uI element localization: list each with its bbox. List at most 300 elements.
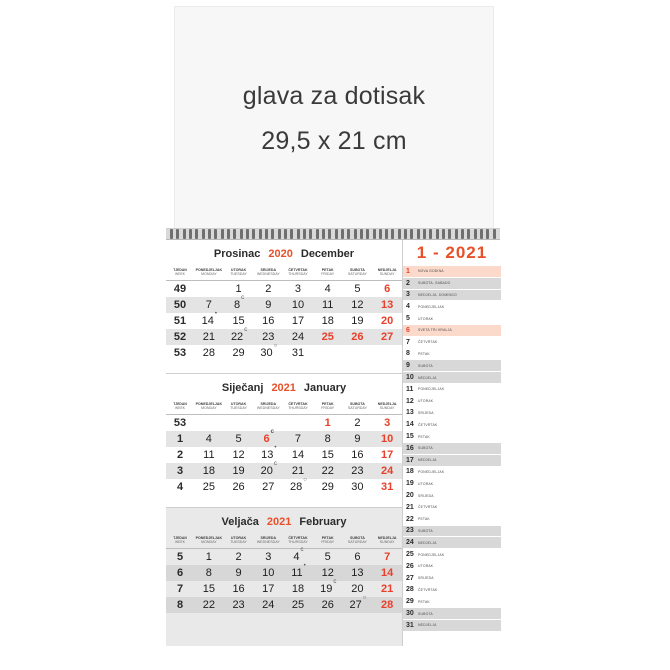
year-strip-day-number: 14 (406, 421, 414, 429)
day-cell: 24 (262, 599, 275, 611)
week-number: 1 (176, 433, 184, 445)
moon-phase-icon: ○ (273, 343, 278, 350)
day-cell: 17 (381, 449, 394, 461)
day-cell: 17 (291, 315, 305, 327)
year-strip-row (403, 337, 501, 349)
year-strip-day-label: PONEDJELJAK (418, 552, 445, 557)
year-strip-day-number: 26 (406, 562, 414, 570)
year-strip-row (403, 526, 501, 538)
moon-phase-icon: c (300, 547, 304, 554)
weekday-header-cell: NEDJELJA SUNDAY (377, 535, 397, 544)
year-strip-day-label: SUBOTA (418, 446, 433, 451)
year-strip-day-label: NOVA GODINA (418, 269, 444, 274)
moon-phase-icon: • (303, 563, 306, 570)
year-strip-day-label: PONEDJELJAK (418, 469, 445, 474)
year-strip-row (403, 608, 501, 620)
day-cell: 5 (235, 433, 242, 445)
year-strip-day-number: 29 (406, 598, 414, 606)
spiral-tooth (373, 229, 376, 239)
spiral-tooth (322, 229, 325, 239)
year-strip-day-number: 1 (406, 267, 410, 275)
moon-phase-icon: c (270, 429, 275, 436)
month-name-hr: Siječanj (221, 382, 264, 394)
week-row (166, 297, 402, 313)
year-strip-row (403, 443, 501, 455)
year-strip-row (403, 360, 501, 372)
spiral-tooth (442, 229, 445, 239)
year-strip-row (403, 396, 501, 408)
weekday-header-cell: PETAK FRIDAY (321, 535, 335, 544)
moon-phase-icon: ○ (362, 595, 367, 602)
day-cell: 12 (321, 567, 334, 579)
spiral-tooth (423, 229, 426, 239)
header-line-1: glava za dotisak (242, 82, 426, 110)
year-strip-day-label: SRIJEDA (418, 493, 434, 498)
year-strip-day-label: ČETVRTAK (418, 340, 438, 345)
year-strip-row (403, 384, 501, 396)
week-number: 8 (176, 599, 184, 611)
moon-phase-icon: c (333, 579, 337, 586)
spiral-tooth (335, 229, 338, 239)
spiral-tooth (461, 229, 464, 239)
day-cell: 12 (232, 449, 245, 461)
year-strip-day-number: 28 (406, 586, 414, 594)
spiral-tooth (259, 229, 262, 239)
spiral-tooth (486, 229, 489, 239)
spiral-tooth (252, 229, 255, 239)
year-strip-row (403, 349, 501, 361)
year-strip-day-label: NEDJELJA (418, 458, 437, 463)
week-row (166, 565, 402, 581)
spiral-tooth (189, 229, 192, 239)
year-strip-day-label: SRIJEDA (418, 576, 434, 581)
day-cell: 4 (324, 283, 331, 295)
day-cell: 28○ (290, 477, 307, 493)
weekday-header-row (166, 398, 402, 415)
year-strip-day-number: 31 (406, 621, 414, 629)
weekday-header-cell: PONEDJELJAK MONDAY (195, 535, 223, 544)
day-cell: 10 (262, 567, 275, 579)
year-strip-row (403, 561, 501, 573)
weekday-header-cell: PETAK FRIDAY (321, 401, 335, 410)
month-title (166, 508, 402, 532)
year-strip-day-label: SRIJEDA (418, 410, 434, 415)
year-strip-day-number: 17 (406, 456, 414, 464)
year-strip-day-label: NEDJELJA (418, 540, 437, 545)
weekday-header-cell: TJEDAN WEEK (173, 267, 187, 276)
spiral-tooth (379, 229, 382, 239)
weekday-header-cell: ČETVRTAK THURSDAY (288, 535, 308, 544)
year-strip-day-label: PETAK (418, 434, 430, 439)
year-strip-day-number: 12 (406, 397, 414, 405)
year-strip-row (403, 620, 501, 632)
day-cell: 18 (291, 583, 305, 595)
year-strip-row (403, 537, 501, 549)
day-cell: 24 (291, 331, 305, 343)
year-strip-day-label: UTORAK (418, 399, 434, 404)
day-cell: 11• (291, 563, 306, 579)
spiral-tooth (467, 229, 470, 239)
day-cell: 19 (351, 315, 364, 327)
day-cell: 23 (232, 599, 245, 611)
year-strip-day-number: 2 (406, 279, 410, 287)
day-cell: 19$^c$ (320, 579, 337, 595)
spiral-tooth (246, 229, 249, 239)
year-strip-row (403, 301, 501, 313)
day-cell: 25 (202, 481, 215, 493)
week-number: 3 (176, 465, 184, 477)
spiral-tooth (183, 229, 186, 239)
spiral-tooth (391, 229, 394, 239)
day-cell: 21 (291, 465, 305, 477)
spiral-tooth (227, 229, 230, 239)
day-cell: 26 (351, 331, 364, 343)
year-strip-day-label: ČETVRTAK (418, 587, 438, 592)
year-strip-day-label: PONEDJELJAK (418, 304, 445, 309)
year-strip-day-label: UTORAK (418, 316, 434, 321)
day-cell: 15 (202, 583, 215, 595)
week-row (166, 447, 402, 463)
day-cell: 21 (381, 583, 394, 595)
year-strip-list (403, 266, 501, 632)
week-row (166, 431, 402, 447)
week-row (166, 463, 402, 479)
spiral-tooth (290, 229, 293, 239)
month-title (166, 240, 402, 264)
weekday-header-cell: NEDJELJA SUNDAY (377, 401, 397, 410)
moon-phase-icon: • (214, 311, 218, 318)
year-strip-day-number: 24 (406, 539, 414, 547)
day-cell: 30 (351, 481, 364, 493)
weekday-header-cell: SRIJEDA WEDNESDAY (256, 535, 280, 544)
week-number: 52 (173, 331, 187, 343)
year-strip-day-label: PETAK (418, 517, 430, 522)
week-row (166, 281, 402, 297)
year-strip-day-number: 4 (406, 303, 410, 311)
year-strip-row (403, 266, 501, 278)
year-strip-row (403, 549, 501, 561)
day-cell: 15 (232, 315, 245, 327)
spiral-tooth (341, 229, 344, 239)
year-strip-day-number: 23 (406, 527, 414, 535)
year-strip-row (403, 278, 501, 290)
weekday-header-cell: ČETVRTAK THURSDAY (288, 267, 308, 276)
header-line-2: 29,5 x 21 cm (261, 127, 407, 155)
day-cell: 25 (291, 599, 305, 611)
weekday-header-cell: TJEDAN WEEK (173, 535, 187, 544)
day-cell: 24 (381, 465, 394, 477)
year-strip-row (403, 467, 501, 479)
week-row (166, 597, 402, 613)
month-blocks (166, 240, 402, 646)
week-number: 53 (173, 347, 187, 359)
moon-phase-icon: c (244, 327, 248, 334)
spiral-tooth (265, 229, 268, 239)
year-strip-row (403, 573, 501, 585)
month-name-hr: Veljača (221, 516, 259, 528)
year-strip-day-number: 19 (406, 480, 414, 488)
weekday-header-cell: ČETVRTAK THURSDAY (288, 401, 308, 410)
month-name-en: January (303, 382, 347, 394)
year-strip-day-number: 21 (406, 503, 414, 511)
month-year: 2021 (271, 382, 296, 394)
year-strip-day-number: 7 (406, 338, 410, 346)
day-cell: 7 (205, 299, 212, 311)
week-number: 7 (176, 583, 184, 595)
weekday-header-cell: SUBOTA SATURDAY (347, 401, 367, 410)
year-strip-row (403, 408, 501, 420)
spiral-tooth (417, 229, 420, 239)
year-day-strip (402, 240, 501, 646)
week-row (166, 345, 402, 361)
spiral-tooth (493, 229, 496, 239)
spiral-tooth (278, 229, 281, 239)
day-cell: 27○ (349, 595, 367, 611)
day-cell: 31 (291, 347, 305, 359)
spiral-tooth (202, 229, 205, 239)
day-cell: 19 (232, 465, 245, 477)
day-cell: 15 (321, 449, 334, 461)
week-number: 50 (173, 299, 187, 311)
day-cell: 8$^c$ (234, 295, 245, 311)
day-cell: 14• (201, 311, 218, 327)
week-row (166, 581, 402, 597)
spiral-tooth (303, 229, 306, 239)
spiral-tooth (404, 229, 407, 239)
week-row (166, 329, 402, 345)
day-cell: 16 (232, 583, 245, 595)
spiral-tooth (208, 229, 211, 239)
year-strip-day-number: 15 (406, 433, 414, 441)
year-strip-day-label: SUBOTA (418, 611, 433, 616)
moon-phase-icon: ○ (303, 477, 307, 484)
day-cell: 3 (294, 283, 302, 295)
day-cell: 29 (321, 481, 334, 493)
day-cell: 1 (205, 551, 212, 563)
year-strip-day-number: 22 (406, 515, 414, 523)
day-cell: 8 (205, 567, 212, 579)
year-strip-row (403, 502, 501, 514)
year-strip-day-label: SVETA TRI KRALJA (418, 328, 452, 333)
spiral-tooth (347, 229, 350, 239)
spiral-tooth (436, 229, 439, 239)
spiral-tooth (410, 229, 413, 239)
week-row (166, 479, 402, 495)
weekday-header-cell: SRIJEDA WEDNESDAY (256, 267, 280, 276)
week-number: 51 (173, 315, 187, 327)
day-cell: 31 (381, 481, 394, 493)
year-strip-day-number: 10 (406, 374, 414, 382)
day-cell: 9 (265, 299, 272, 311)
month-name-en: February (299, 516, 347, 528)
spiral-tooth (316, 229, 319, 239)
print-header-sheet (174, 6, 494, 232)
year-strip-row (403, 596, 501, 608)
spiral-tooth (474, 229, 477, 239)
weekday-header-cell: NEDJELJA SUNDAY (377, 267, 397, 276)
day-cell: 13• (261, 445, 277, 461)
day-cell: 11 (203, 449, 215, 461)
year-strip-day-number: 27 (406, 574, 414, 582)
week-number: 49 (173, 283, 187, 295)
spiral-tooth (398, 229, 401, 239)
year-strip-day-number: 3 (406, 291, 410, 299)
year-strip-row (403, 325, 501, 337)
day-cell: 3 (384, 417, 391, 429)
spiral-tooth (233, 229, 236, 239)
day-cell: 29 (232, 347, 245, 359)
year-strip-day-label: UTORAK (418, 564, 434, 569)
year-strip-day-number: 30 (406, 610, 414, 617)
year-strip-day-number: 13 (406, 409, 414, 417)
day-cell: 14 (291, 449, 305, 461)
day-cell: 20 (351, 583, 364, 595)
month-name-hr: Prosinac (213, 248, 261, 260)
day-cell: 23 (351, 465, 364, 477)
month-title (166, 374, 402, 398)
month-block (166, 374, 402, 508)
moon-phase-icon: • (274, 445, 277, 452)
day-cell: 11 (321, 299, 334, 311)
week-rows (166, 415, 402, 495)
spiral-tooth (429, 229, 432, 239)
day-cell: 20$^c$ (260, 461, 277, 477)
day-cell: 5 (354, 283, 361, 295)
year-strip-row (403, 490, 501, 502)
day-cell: 9 (354, 433, 361, 445)
moon-phase-icon: c (273, 461, 277, 468)
weekday-header-cell: SUBOTA SATURDAY (347, 535, 367, 544)
day-cell: 2 (265, 283, 272, 295)
year-strip-day-label: NEDJELJA, DOMINGO (418, 292, 457, 297)
spiral-tooth (354, 229, 357, 239)
day-cell: 16 (262, 315, 275, 327)
weekday-header-cell: PONEDJELJAK MONDAY (195, 401, 223, 410)
year-strip-day-number: 6 (406, 326, 410, 334)
day-cell: 22 (321, 465, 334, 477)
year-strip-day-number: 11 (406, 385, 414, 393)
day-cell: 4$^c$ (293, 547, 304, 563)
day-cell: 28 (381, 599, 394, 611)
weekday-header-row (166, 264, 402, 281)
day-cell: 26 (232, 481, 245, 493)
spiral-tooth (309, 229, 312, 239)
month-block (166, 508, 402, 646)
week-number: 5 (176, 551, 184, 563)
year-strip-row (403, 431, 501, 443)
year-strip-day-label: ČETVRTAK (418, 422, 438, 427)
spiral-tooth (271, 229, 274, 239)
year-strip-row (403, 455, 501, 467)
day-cell: 7 (384, 551, 391, 563)
day-cell: 22$^c$ (230, 327, 248, 343)
week-rows (166, 281, 402, 361)
day-cell: 13 (381, 299, 394, 311)
year-strip-day-label: UTORAK (418, 481, 434, 486)
day-cell: 1 (324, 417, 331, 429)
day-cell: 30○ (260, 343, 278, 359)
week-row (166, 313, 402, 329)
year-strip-row (403, 372, 501, 384)
day-cell: 5 (324, 551, 331, 563)
spiral-tooth (480, 229, 483, 239)
year-strip-day-number: 16 (406, 444, 414, 452)
weekday-header-cell: UTORAK TUESDAY (230, 267, 247, 276)
day-cell: 25 (321, 331, 334, 343)
year-strip-row (403, 290, 501, 302)
year-strip-day-label: SUBOTA (418, 528, 433, 533)
day-cell: 6 (384, 283, 391, 295)
day-cell: 6 (354, 551, 361, 563)
day-cell: 16 (351, 449, 364, 461)
year-strip-day-label: ČETVRTAK (418, 505, 438, 510)
spiral-tooth (240, 229, 243, 239)
spiral-tooth (328, 229, 331, 239)
year-strip-row (403, 313, 501, 325)
day-cell: 17 (262, 583, 275, 595)
spiral-tooth (448, 229, 451, 239)
week-number: 6 (176, 567, 184, 579)
spiral-tooth (170, 229, 173, 239)
year-strip-day-number: 20 (406, 492, 414, 500)
spiral-tooth (360, 229, 363, 239)
day-cell: 14 (381, 567, 394, 579)
day-cell: 10 (291, 299, 305, 311)
year-strip-day-label: PETAK (418, 599, 430, 604)
year-strip-day-number: 8 (406, 350, 410, 358)
month-name-en: December (300, 248, 355, 260)
spiral-tooth (297, 229, 300, 239)
year-strip-day-label: PETAK (418, 351, 430, 356)
day-cell: 27 (381, 331, 394, 343)
weekday-header-cell: UTORAK TUESDAY (230, 401, 247, 410)
weekday-header-cell: SUBOTA SATURDAY (347, 267, 367, 276)
year-strip-row (403, 478, 501, 490)
year-strip-day-number: 5 (406, 315, 410, 323)
day-cell: 9 (235, 567, 242, 579)
year-strip-day-label: NEDJELJA (418, 375, 437, 380)
day-cell: 2 (235, 551, 242, 563)
weekday-header-cell: UTORAK TUESDAY (230, 535, 247, 544)
day-cell: 18 (321, 315, 334, 327)
day-cell: 20 (381, 315, 394, 327)
year-strip-row (403, 419, 501, 431)
week-row (166, 549, 402, 565)
day-cell: 23 (262, 331, 275, 343)
day-cell: 1 (235, 283, 242, 295)
spiral-binding (166, 228, 500, 240)
day-cell: 12 (351, 299, 364, 311)
day-cell: 10 (381, 433, 394, 445)
moon-phase-icon: c (241, 295, 245, 302)
day-cell: 2 (354, 417, 361, 429)
year-strip-row (403, 514, 501, 526)
spiral-tooth (385, 229, 388, 239)
year-strip-day-number: 9 (406, 362, 410, 370)
week-rows (166, 549, 402, 613)
weekday-header-cell: TJEDAN WEEK (173, 401, 187, 410)
day-cell: 27 (262, 481, 275, 493)
weekday-header-row (166, 532, 402, 549)
weekday-header-cell: PETAK FRIDAY (321, 267, 335, 276)
week-number: 53 (173, 417, 187, 429)
day-cell: 8 (324, 433, 331, 445)
year-strip-day-label: SUBOTA (418, 363, 433, 368)
month-block (166, 240, 402, 374)
spiral-tooth (366, 229, 369, 239)
spiral-tooth (221, 229, 224, 239)
day-cell: 22 (202, 599, 215, 611)
